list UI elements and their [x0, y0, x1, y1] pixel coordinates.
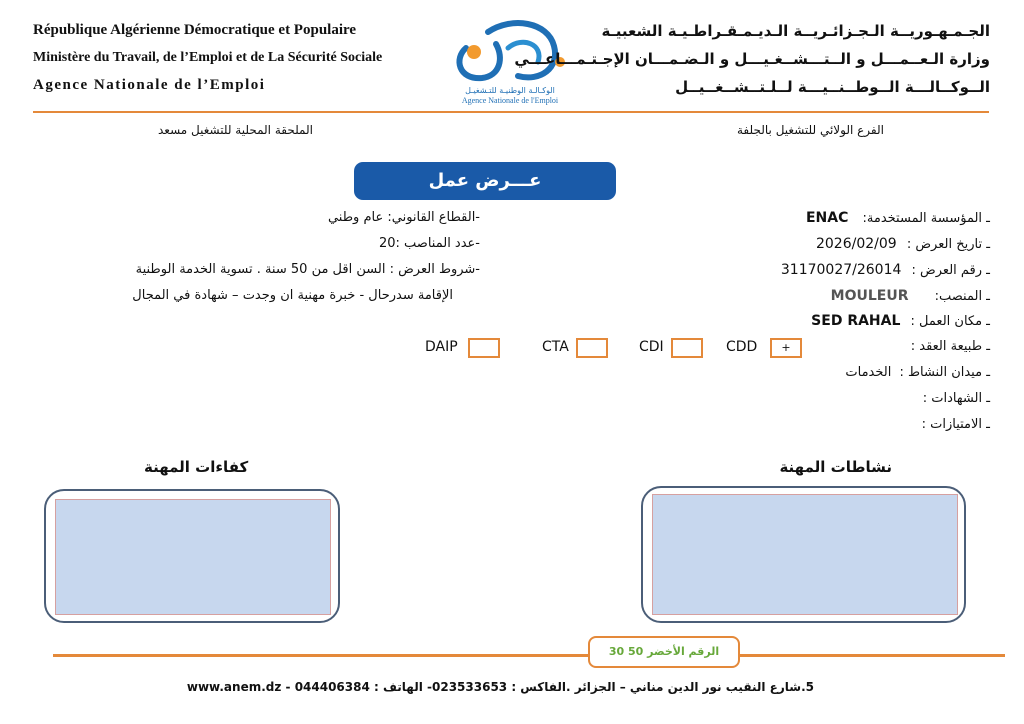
field-offer-date — [816, 236, 990, 252]
header-ar-line2: وزارة الـعــمـــل و الــتـــشــغـيـــل و الـضـمـــان الإجـتـمـــاعـــي — [514, 50, 990, 68]
option-daip-label: DAIP — [425, 339, 458, 355]
checkbox-cta[interactable] — [576, 338, 608, 358]
field-privileges: ـ الامتيازات : — [921, 417, 990, 432]
field-conditions-1: -شروط العرض : السن اقل من 50 سنة . تسوية الخدمة الوطنية — [135, 262, 480, 277]
option-cdd-label: CDD — [726, 339, 758, 355]
checkbox-cdi[interactable] — [671, 338, 703, 358]
field-position-value: MOULEUR — [830, 288, 909, 304]
footer-divider — [53, 654, 1005, 657]
field-offer-number-label: ـ رقم العرض : — [911, 263, 990, 278]
section-activities-title: نشاطات المهنة — [779, 458, 892, 476]
header-fr-line1: République Algérienne Démocratique et Populaire — [33, 22, 357, 38]
branch-right: الفرع الولائي للتشغيل بالجلفة — [737, 123, 884, 137]
section-skills-title: كفاءات المهنة — [144, 458, 249, 476]
activities-content-area[interactable] — [652, 494, 958, 615]
header-ar-line3: الــوكــالـــة الــوطــنــيـــة لــلـتــشــغــيــل — [675, 78, 990, 96]
field-employer-label: ـ المؤسسة المستخدمة: — [862, 211, 990, 226]
field-position-label: ـ المنصب: — [934, 289, 990, 304]
green-number-text: الرقم الأخضر 50 30 — [608, 645, 720, 658]
logo-text-ar: الوكـالـة الوطنيـة للتـشغيـل — [465, 86, 555, 95]
logo-text-fr: Agence Nationale de l'Emploi — [461, 96, 559, 105]
checkbox-cdd[interactable] — [770, 338, 802, 358]
field-offer-number — [781, 262, 990, 278]
header-fr-line3: Agence Nationale de l’Emploi — [33, 77, 266, 93]
field-activity — [845, 365, 990, 380]
green-number-badge — [588, 636, 740, 668]
field-activity-value: الخدمات — [845, 365, 892, 380]
checkbox-cdd-mark: + — [781, 341, 791, 354]
field-offer-date-label: ـ تاريخ العرض : — [906, 237, 990, 252]
header-divider — [33, 111, 989, 113]
field-position — [831, 288, 990, 304]
activities-panel — [641, 486, 966, 623]
page-title-text: عـــرض عمل — [428, 170, 542, 191]
branch-left: الملحقة المحلية للتشغيل مسعد — [158, 123, 313, 137]
field-contract-label: ـ طبيعة العقد : — [910, 339, 990, 354]
skills-panel — [44, 489, 340, 623]
field-workplace-value: SED RAHAL — [811, 313, 901, 329]
field-conditions-2: الإقامة سدرحال - خبرة مهنية ان وجدت – شهادة في المجال — [132, 288, 453, 303]
field-offer-number-value: 31170027/26014 — [780, 262, 902, 278]
field-employer-value: ENAC — [805, 210, 849, 226]
field-workplace-label: ـ مكان العمل : — [910, 314, 990, 329]
checkbox-daip[interactable] — [468, 338, 500, 358]
option-cdi-label: CDI — [639, 339, 664, 355]
skills-content-area[interactable] — [55, 499, 331, 615]
header-fr-line2: Ministère du Travail, de l’Emploi et de La Sécurité Sociale — [33, 50, 383, 65]
option-cta-label: CTA — [542, 339, 569, 355]
field-diplomas: ـ الشهادات : — [922, 391, 990, 406]
footer-contact: 5.شارع النقيب نور الدين مناني – الجزائر .الفاكس : 023533653- الهاتف : 044406384 - www.anem.dz — [186, 680, 814, 694]
field-activity-label: ـ ميدان النشاط : — [899, 365, 990, 380]
header-ar-line1: الجـمـهـوريــة الـجـزائـريــة الـديـمـقـراطـيـة الشعبيـة — [601, 22, 990, 40]
field-positions-count: -عدد المناصب :20 — [378, 236, 480, 251]
page-title — [354, 162, 616, 200]
field-workplace — [811, 313, 990, 329]
field-legal-sector: -القطاع القانوني: عام وطني — [327, 210, 480, 225]
field-employer — [806, 210, 990, 226]
field-offer-date-value: 2026/02/09 — [815, 236, 897, 252]
